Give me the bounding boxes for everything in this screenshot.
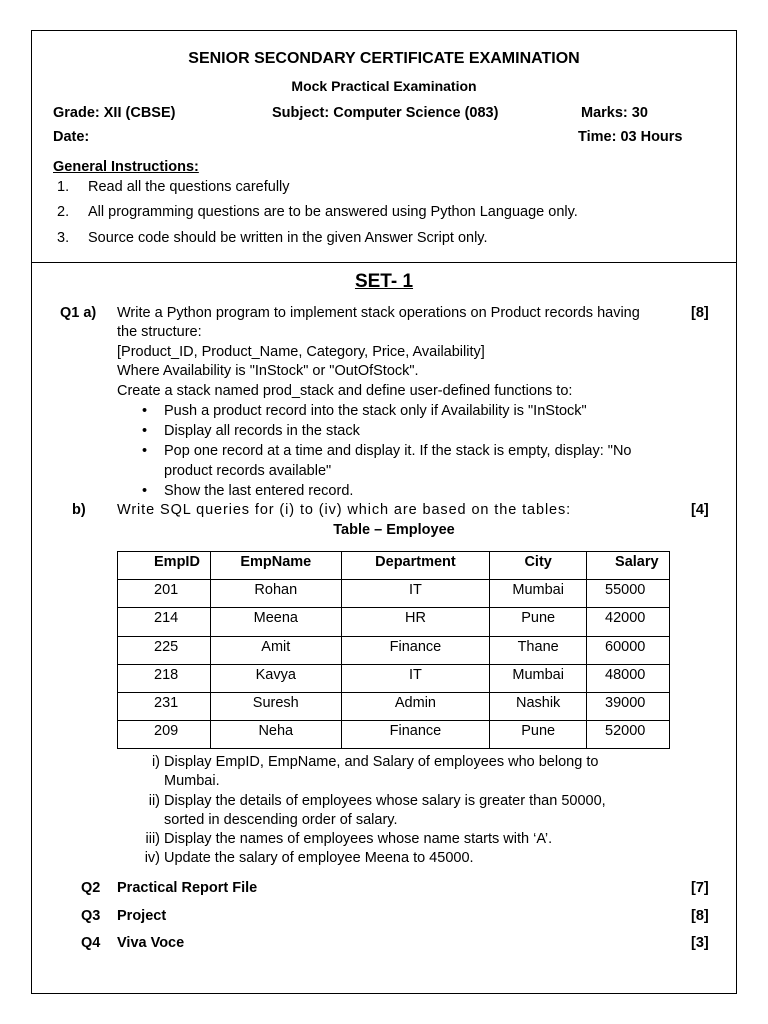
question-text-line: [Product_ID, Product_Name, Category, Price, Availability]: [117, 344, 485, 360]
table-cell: Nashik: [490, 692, 587, 720]
table-cell: 60000: [587, 636, 670, 664]
table-cell: IT: [341, 664, 490, 692]
table-cell: Rohan: [210, 580, 341, 608]
bullet-item: Display all records in the stack: [164, 423, 360, 439]
bullet-item-continuation: product records available": [164, 463, 332, 479]
question-marks: [8]: [691, 305, 709, 321]
table-cell: 39000: [587, 692, 670, 720]
table-row: [118, 636, 670, 664]
bullet-item: Show the last entered record.: [164, 483, 354, 499]
query-text-line: Mumbai.: [164, 773, 220, 789]
table-cell: 42000: [587, 608, 670, 636]
query-text-line: Display EmpID, EmpName, and Salary of employees who belong to: [164, 754, 599, 770]
instructions-heading: General Instructions:: [53, 159, 199, 175]
query-number: ii): [148, 793, 160, 809]
query-number: iii): [145, 831, 160, 847]
exam-title: SENIOR SECONDARY CERTIFICATE EXAMINATION: [188, 50, 580, 67]
instruction-number: 3.: [57, 230, 70, 246]
set-title: SET- 1: [354, 271, 414, 292]
table-row: [118, 721, 670, 749]
bullet-icon: •: [142, 443, 148, 459]
table-cell: HR: [341, 608, 490, 636]
instruction-text: Source code should be written in the given Answer Script only.: [88, 230, 488, 246]
table-cell: Pune: [490, 721, 587, 749]
employee-table: [117, 551, 670, 749]
table-cell: 201: [118, 580, 211, 608]
marks-label: Marks: 30: [581, 105, 648, 121]
question-label: Q4: [81, 935, 101, 951]
bullet-item: Push a product record into the stack only if Availability is "InStock": [164, 403, 587, 419]
query-text-line: Display the details of employees whose salary is greater than 50000,: [164, 793, 606, 809]
table-cell: Mumbai: [490, 580, 587, 608]
question-text-line: Create a stack named prod_stack and define user-defined functions to:: [117, 383, 573, 399]
column-header: EmpID: [118, 552, 211, 580]
table-cell: Finance: [341, 636, 490, 664]
bullet-icon: •: [142, 423, 148, 439]
column-header: Department: [341, 552, 490, 580]
instruction-text: All programming questions are to be answered using Python Language only.: [88, 204, 578, 220]
table-cell: 48000: [587, 664, 670, 692]
query-number: iv): [144, 850, 160, 866]
grade-label: Grade: XII (CBSE): [53, 105, 176, 121]
table-cell: 52000: [587, 721, 670, 749]
table-cell: Kavya: [210, 664, 341, 692]
question-text-line: Write a Python program to implement stack operations on Product records having: [117, 305, 640, 321]
question-label: Q1 a): [60, 305, 97, 321]
table-cell: Neha: [210, 721, 341, 749]
table-cell: Mumbai: [490, 664, 587, 692]
question-label: b): [72, 502, 86, 518]
subject-label: Subject: Computer Science (083): [272, 105, 499, 121]
question-text-line: Write SQL queries for (i) to (iv) which are based on the tables:: [117, 502, 572, 518]
question-marks: [7]: [691, 880, 709, 896]
bullet-icon: •: [142, 483, 148, 499]
table-cell: 225: [118, 636, 211, 664]
query-text-line: sorted in descending order of salary.: [164, 812, 398, 828]
table-cell: Finance: [341, 721, 490, 749]
table-cell: Meena: [210, 608, 341, 636]
table-cell: Admin: [341, 692, 490, 720]
exam-subtitle: Mock Practical Examination: [291, 78, 477, 94]
query-text-line: Update the salary of employee Meena to 45000.: [164, 850, 474, 866]
question-text-line: Where Availability is "InStock" or "OutOfStock".: [117, 363, 419, 379]
table-cell: 231: [118, 692, 211, 720]
instruction-number: 2.: [57, 204, 70, 220]
question-title: Viva Voce: [117, 935, 185, 951]
question-label: Q3: [81, 908, 101, 924]
instruction-text: Read all the questions carefully: [88, 179, 290, 195]
table-row: [118, 608, 670, 636]
date-label: Date:: [53, 129, 90, 145]
table-row: [118, 580, 670, 608]
header-divider: [31, 262, 737, 263]
table-cell: Amit: [210, 636, 341, 664]
question-text-line: the structure:: [117, 324, 202, 340]
query-text-line: Display the names of employees whose name starts with ‘A’.: [164, 831, 553, 847]
question-marks: [4]: [691, 502, 709, 518]
question-marks: [8]: [691, 908, 709, 924]
table-cell: IT: [341, 580, 490, 608]
question-title: Practical Report File: [117, 880, 258, 896]
table-cell: Pune: [490, 608, 587, 636]
table-cell: 218: [118, 664, 211, 692]
table-row: [118, 664, 670, 692]
table-row: [118, 692, 670, 720]
table-cell: 209: [118, 721, 211, 749]
table-header-row: [118, 552, 670, 580]
bullet-item: Pop one record at a time and display it. If the stack is empty, display: "No: [164, 443, 632, 459]
question-label: Q2: [81, 880, 101, 896]
column-header: City: [490, 552, 587, 580]
question-title: Project: [117, 908, 167, 924]
query-number: i): [151, 754, 160, 770]
instruction-number: 1.: [57, 179, 70, 195]
table-cell: Suresh: [210, 692, 341, 720]
question-marks: [3]: [691, 935, 709, 951]
table-cell: Thane: [490, 636, 587, 664]
column-header: EmpName: [210, 552, 341, 580]
table-cell: 214: [118, 608, 211, 636]
column-header: Salary: [587, 552, 670, 580]
bullet-icon: •: [142, 403, 148, 419]
time-label: Time: 03 Hours: [578, 129, 683, 145]
table-cell: 55000: [587, 580, 670, 608]
table-caption: Table – Employee: [333, 522, 455, 538]
